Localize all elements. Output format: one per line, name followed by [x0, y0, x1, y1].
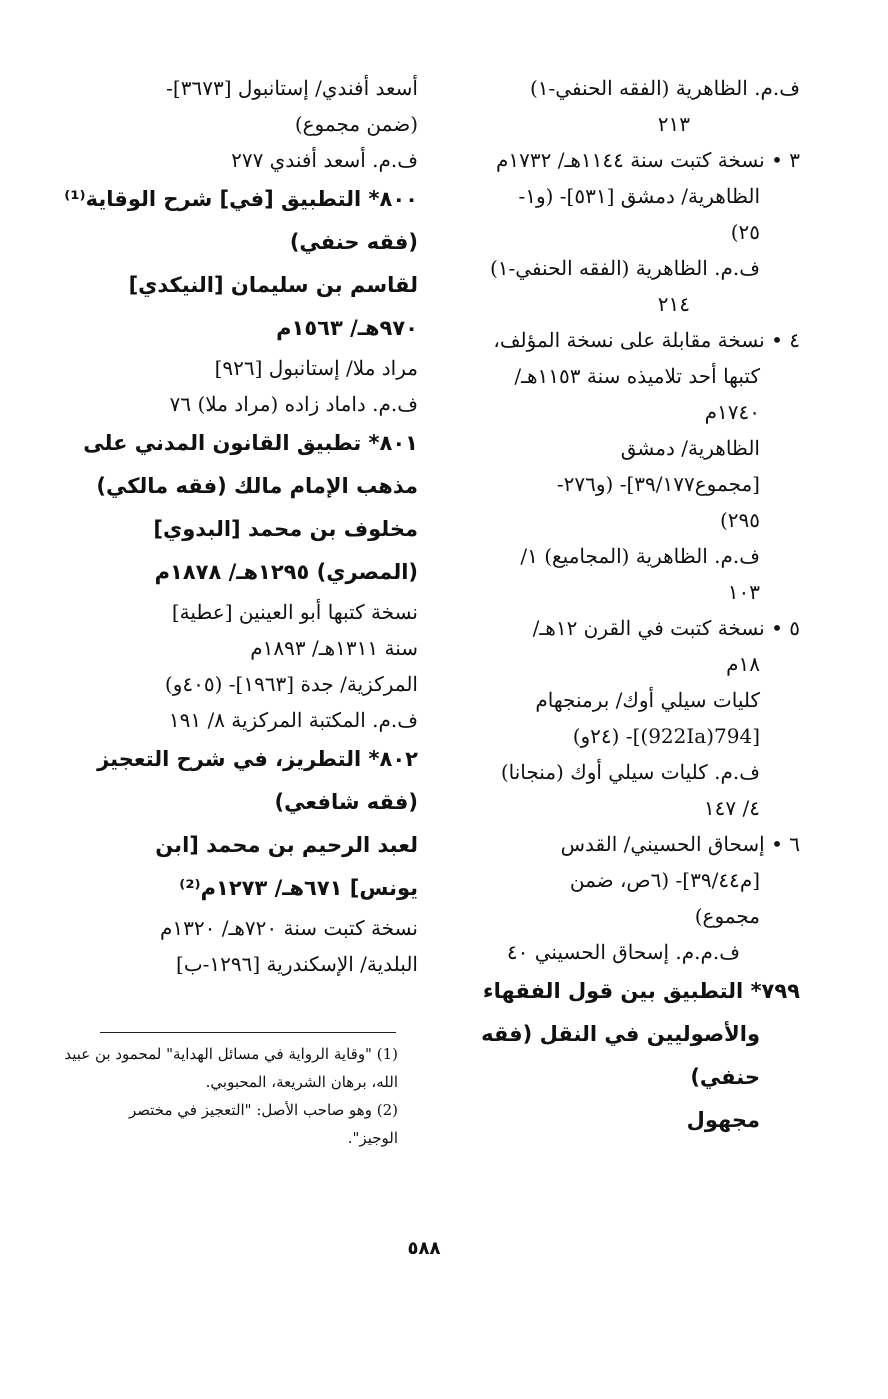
text-line: [794(922Ia)]- (٢٤و)	[572, 724, 760, 748]
footnote: الله، برهان الشريعة، المحبوبي.	[205, 1073, 398, 1091]
text-line: كتبها أحد تلاميذه سنة ١١٥٣هـ/	[514, 364, 760, 388]
copy-entry: ٣ • نسخة كتبت سنة ١١٤٤هـ/ ١٧٣٢م	[496, 148, 800, 172]
text-line: ف.م. كليات سيلي أوك (منجانا)	[500, 760, 760, 784]
text-line: ٢٥)	[730, 220, 760, 244]
entry-heading: حنفي)	[690, 1065, 760, 1089]
text-line: سنة ١٣١١هـ/ ١٨٩٣م	[250, 636, 418, 660]
text-line: ١٨م	[726, 652, 760, 676]
text-line: ١٠٣	[727, 580, 760, 604]
text-line: كليات سيلي أوك/ برمنجهام	[535, 688, 760, 712]
entry-heading: (فقه حنفي)	[289, 230, 418, 254]
text-line: ١٧٤٠م	[704, 400, 760, 424]
footnote: (2) وهو صاحب الأصل: "التعجيز في مختصر	[128, 1101, 398, 1119]
footnote: (1) "وقاية الرواية في مسائل الهداية" لمحمود بن عبيد	[64, 1045, 398, 1063]
footnote-divider	[100, 1032, 396, 1033]
author-line: ٩٧٠هـ/ ١٥٦٣م	[276, 316, 418, 340]
entry-heading: (فقه شافعي)	[274, 790, 418, 814]
text-line: ٢٩٥)	[719, 508, 760, 532]
copy-entry: ٥ • نسخة كتبت في القرن ١٢هـ/	[532, 616, 800, 640]
author-line: (المصري) ١٢٩٥هـ/ ١٨٧٨م	[154, 560, 418, 584]
text-line: ف.م. الظاهرية (الفقه الحنفي-١)	[489, 256, 760, 280]
left-column	[66, 70, 418, 982]
entry-heading: ٨٠١* تطبيق القانون المدني على	[83, 431, 418, 455]
entry-heading: ٨٠٠* التطبيق [في] شرح الوقاية⁽¹⁾	[64, 187, 418, 211]
text-line: مراد ملا/ إستانبول [٩٢٦]	[214, 356, 418, 380]
text-line: نسخة كتبها أبو العينين [عطية]	[171, 600, 418, 624]
text-line: ٢١٣	[657, 112, 690, 136]
text-line: ف.م. داماد زاده (مراد ملا) ٧٦	[169, 392, 418, 416]
author-line: يونس] ٦٧١هـ/ ١٢٧٣م⁽²⁾	[179, 876, 418, 900]
text-line: الظاهرية/ دمشق [٥٣١]- (و١-	[518, 184, 760, 208]
text-line: [م٣٩/٤٤]- (٦ص، ضمن	[569, 868, 760, 892]
page-number: ٥٨٨	[407, 1238, 441, 1259]
text-line: (ضمن مجموع)	[294, 112, 418, 136]
text-line: نسخة كتبت سنة ٧٢٠هـ/ ١٣٢٠م	[160, 916, 418, 940]
author-line: مخلوف بن محمد [البدوي]	[153, 517, 418, 541]
author-line: لقاسم بن سليمان [النيكدي]	[128, 273, 418, 297]
text-line: ف.م. الظاهرية (الفقه الحنفي-١)	[529, 76, 800, 100]
text-line: المركزية/ جدة [١٩٦٣]- (٤٠٥و)	[164, 672, 418, 696]
entry-heading: والأصوليين في النقل (فقه	[481, 1022, 760, 1046]
text-line: البلدية/ الإسكندرية [١٢٩٦-ب]	[176, 952, 418, 976]
text-line: أسعد أفندي/ إستانبول [٣٦٧٣]-	[166, 76, 418, 100]
text-line: [مجموع٣٩/١٧٧]- (و٢٧٦-	[556, 472, 760, 496]
text-line: ٤/ ١٤٧	[703, 796, 760, 820]
text-line: ٢١٤	[657, 292, 690, 316]
text-line: ف.م. الظاهرية (المجاميع) ١/	[520, 544, 760, 568]
copy-entry: ٤ • نسخة مقابلة على نسخة المؤلف،	[493, 328, 800, 352]
right-column	[448, 70, 800, 1142]
author-line: مجهول	[686, 1108, 760, 1132]
entry-heading: ٨٠٢* التطريز، في شرح التعجيز	[97, 747, 418, 771]
entry-heading: ٧٩٩* التطبيق بين قول الفقهاء	[482, 979, 800, 1003]
author-line: لعبد الرحيم بن محمد [ابن	[155, 833, 418, 857]
text-line: ف.م. المكتبة المركزية ٨/ ١٩١	[168, 708, 418, 732]
footnote: الوجيز".	[347, 1129, 398, 1147]
copy-entry: ٦ • إسحاق الحسيني/ القدس	[560, 832, 800, 856]
text-line: ف.م. أسعد أفندي ٢٧٧	[231, 148, 418, 172]
text-line: مجموع)	[694, 904, 760, 928]
text-line: الظاهرية/ دمشق	[620, 436, 760, 460]
entry-heading: مذهب الإمام مالك (فقه مالكي)	[96, 474, 418, 498]
text-line: ف.م.م. إسحاق الحسيني ٤٠	[506, 940, 740, 964]
footnotes	[64, 1040, 398, 1152]
